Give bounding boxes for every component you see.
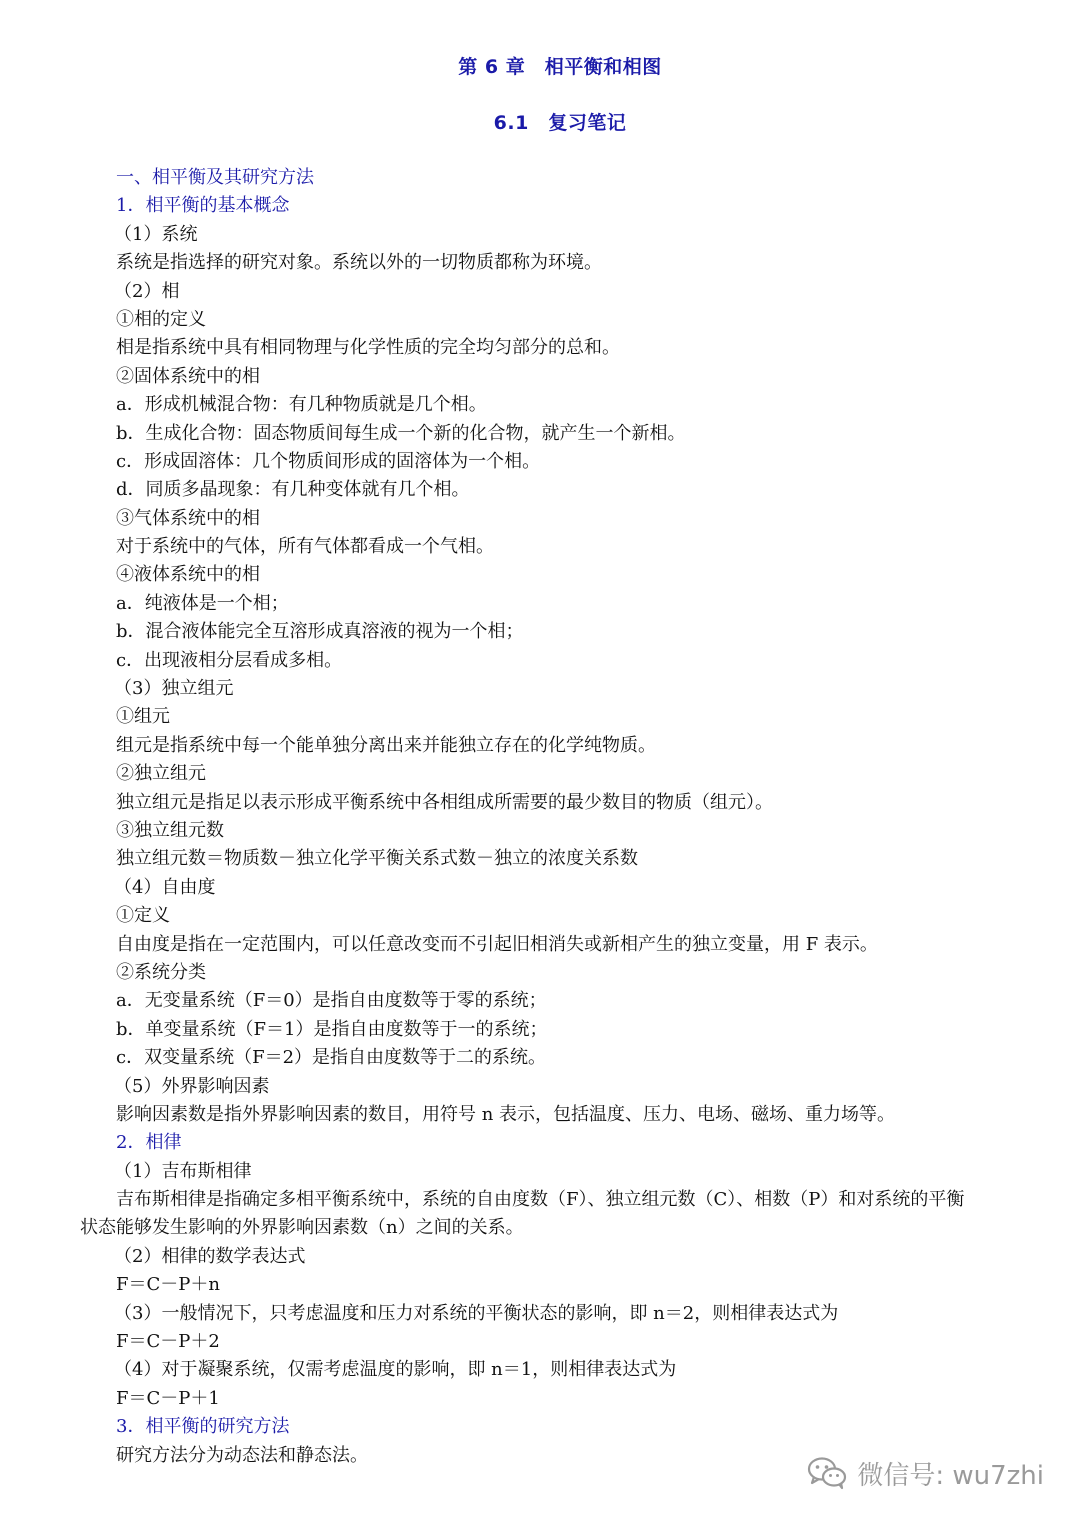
text-line: 相是指系统中具有相同物理与化学性质的完全均匀部分的总和。 <box>116 337 620 359</box>
subsection-label: （4）对于凝聚系统，仅需考虑温度的影响，即 n＝1，则相律表达式为 <box>114 1359 677 1381</box>
subsection-label: （2）相律的数学表达式 <box>114 1245 306 1267</box>
section-title: 6.1 复习笔记 <box>493 112 627 134</box>
text-line: ②固体系统中的相 <box>116 365 260 387</box>
text-line: 独立组元数＝物质数－独立化学平衡关系式数－独立的浓度关系数 <box>116 848 638 870</box>
text-line: 自由度是指在一定范围内，可以任意改变而不引起旧相消失或新相产生的独立变量，用 F 表示。 <box>116 933 878 955</box>
text-line: b．生成化合物：固态物质间每生成一个新的化合物，就产生一个新相。 <box>116 422 686 444</box>
text-line: ①定义 <box>116 905 170 927</box>
subsection-label: （5）外界影响因素 <box>114 1075 270 1097</box>
text-line: 影响因素数是指外界影响因素的数目，用符号 n 表示，包括温度、压力、电场、磁场、重力场等。 <box>116 1103 896 1125</box>
text-line: 独立组元是指足以表示形成平衡系统中各相组成所需要的最少数目的物质（组元）。 <box>116 791 773 813</box>
text-line: 系统是指选择的研究对象。系统以外的一切物质都称为环境。 <box>116 252 602 274</box>
text-line: ②系统分类 <box>116 961 206 983</box>
text-line: ④液体系统中的相 <box>116 564 260 586</box>
section-heading: 一、相平衡及其研究方法 <box>116 167 314 188</box>
text-line: 组元是指系统中每一个能单独分离出来并能独立存在的化学纯物质。 <box>116 734 656 756</box>
document-body <box>0 164 1080 1470</box>
text-line: ③气体系统中的相 <box>116 507 260 529</box>
text-line: a．形成机械混合物：有几种物质就是几个相。 <box>116 394 487 416</box>
text-line: c．双变量系统（F＝2）是指自由度数等于二的系统。 <box>116 1047 547 1069</box>
text-line: a．无变量系统（F＝0）是指自由度数等于零的系统； <box>116 990 547 1012</box>
subsection-label: （1）系统 <box>114 223 198 245</box>
text-line: ①相的定义 <box>116 308 206 330</box>
section-heading: 3．相平衡的研究方法 <box>116 1416 290 1438</box>
subsection-label: （3）独立组元 <box>114 678 234 700</box>
text-line: b．混合液体能完全互溶形成真溶液的视为一个相； <box>116 621 524 643</box>
text-line: ①组元 <box>116 706 170 728</box>
watermark-text: 微信号: wu7zhi <box>857 1460 1044 1491</box>
text-line: F＝C－P＋n <box>116 1274 220 1296</box>
text-line: 状态能够发生影响的外界影响因素数（n）之间的关系。 <box>80 1217 524 1239</box>
text-line: a．纯液体是一个相； <box>116 592 289 614</box>
text-line: 研究方法分为动态法和静态法。 <box>116 1444 368 1466</box>
watermark <box>807 1453 1044 1493</box>
text-line: 对于系统中的气体，所有气体都看成一个气相。 <box>116 536 494 558</box>
text-line: F＝C－P＋2 <box>116 1331 220 1353</box>
text-line: ③独立组元数 <box>116 819 224 841</box>
text-line: F＝C－P＋1 <box>116 1387 220 1409</box>
text-line: d．同质多晶现象：有几种变体就有几个相。 <box>116 479 470 501</box>
wechat-icon <box>807 1456 847 1490</box>
text-line: 吉布斯相律是指确定多相平衡系统中，系统的自由度数（F）、独立组元数（C）、相数（P）和对系统的平衡 <box>116 1189 965 1211</box>
text-line: c．形成固溶体：几个物质间形成的固溶体为一个相。 <box>116 450 541 472</box>
section-heading: 1．相平衡的基本概念 <box>116 195 290 217</box>
text-line: ②独立组元 <box>116 763 206 785</box>
subsection-label: （2）相 <box>114 280 180 302</box>
subsection-label: （3）一般情况下，只考虑温度和压力对系统的平衡状态的影响，即 n＝2，则相律表达式为 <box>114 1302 839 1324</box>
subsection-label: （1）吉布斯相律 <box>114 1160 252 1182</box>
subsection-label: （4）自由度 <box>114 876 216 898</box>
text-line: c．出现液相分层看成多相。 <box>116 649 343 671</box>
text-line: b．单变量系统（F＝1）是指自由度数等于一的系统； <box>116 1018 548 1040</box>
chapter-title: 第 6 章 相平衡和相图 <box>458 56 662 78</box>
section-heading: 2．相律 <box>116 1132 182 1154</box>
